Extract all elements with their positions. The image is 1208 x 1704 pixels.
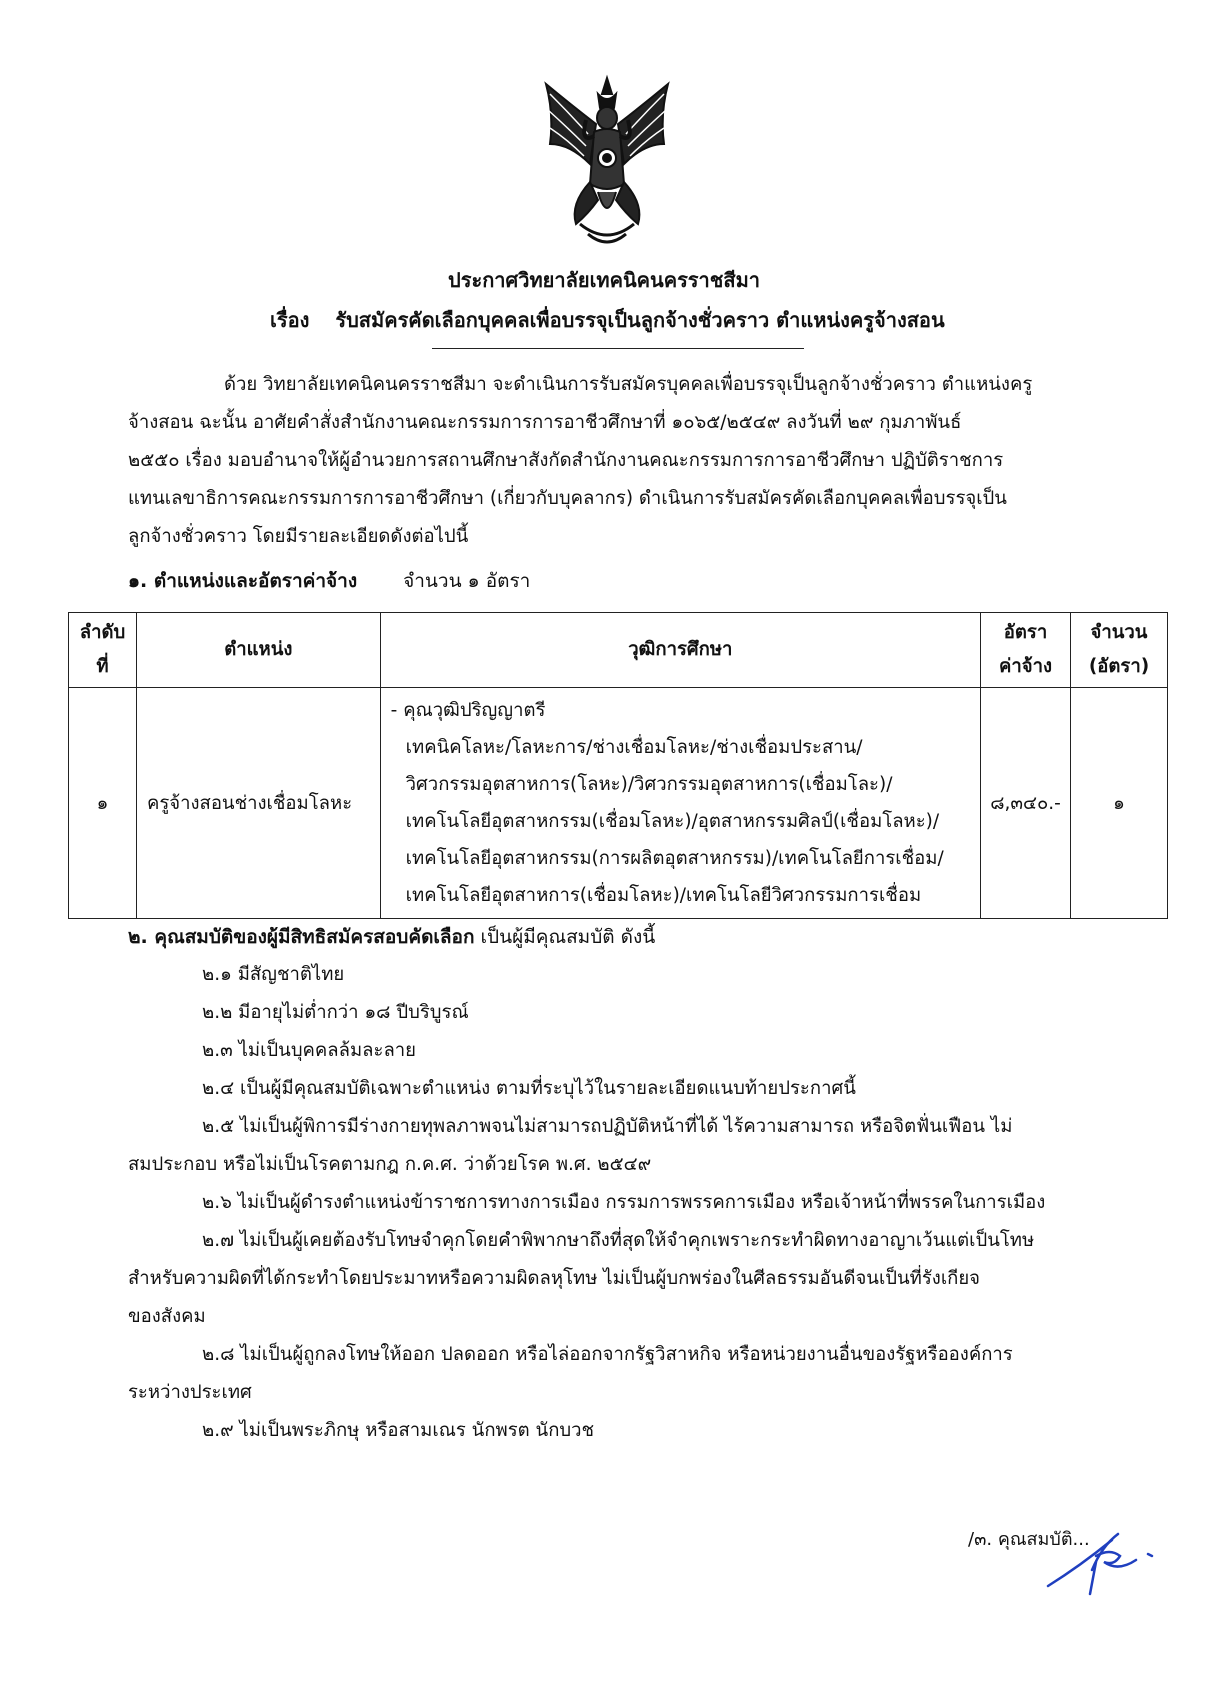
cell-order: ๑ <box>69 688 137 919</box>
qualification-line: - คุณวุฒิปริญญาตรี <box>390 700 546 721</box>
section-1-count: จำนวน ๑ อัตรา <box>403 570 531 592</box>
qualification-line: เทคโนโลยีอุตสาหกรรม(การผลิตอุตสาหกรรม)/เทคโนโลยีการเชื่อม/ <box>405 848 944 869</box>
col-header-count: จำนวน (อัตรา) <box>1071 613 1168 688</box>
cell-wage: ๘,๓๔๐.- <box>981 688 1071 919</box>
qualification-line: เทคโนโลยีอุตสาหการ(เชื่อมโลหะ)/เทคโนโลยีวิศวกรรมการเชื่อม <box>405 885 922 906</box>
qualification-item: ๒.๑ มีสัญชาติไทย <box>202 964 345 985</box>
qualification-item: ๒.๕ ไม่เป็นผู้พิการมีร่างกายทุพลภาพจนไม่สามารถปฏิบัติหน้าที่ได้ ไร้ความสามารถ หรือจิตฟั่นเฟือน ไม่ <box>202 1116 1013 1137</box>
qualification-item: ๒.๓ ไม่เป็นบุคคลล้มละลาย <box>202 1040 417 1061</box>
intro-line-4: แทนเลขาธิการคณะกรรมการการอาชีวศึกษา (เกี่ยวกับบุคลากร) ดำเนินการรับสมัครคัดเลือกบุคคลเพื่อบรรจุเป็น <box>128 488 1007 509</box>
qualification-item: ๒.๔ เป็นผู้มีคุณสมบัติเฉพาะตำแหน่ง ตามที่ระบุไว้ในรายละเอียดแนบท้ายประกาศนี้ <box>202 1078 856 1099</box>
table-row <box>69 688 1168 919</box>
cell-qualification <box>380 688 980 919</box>
subject-text: รับสมัครคัดเลือกบุคคลเพื่อบรรจุเป็นลูกจ้างชั่วคราว ตำแหน่งครูจ้างสอน <box>335 308 945 332</box>
col-header-order: ลำดับ ที่ <box>69 613 137 688</box>
col-header-qualification: วุฒิการศึกษา <box>380 613 980 688</box>
cell-count: ๑ <box>1071 688 1168 919</box>
qualification-item-cont: ระหว่างประเทศ <box>128 1382 252 1403</box>
intro-line-1: ด้วย วิทยาลัยเทคนิคนครราชสีมา จะดำเนินการรับสมัครบุคคลเพื่อบรรจุเป็นลูกจ้างชั่วคราว ตำแหน่งครู <box>224 374 1033 395</box>
page-title: ประกาศวิทยาลัยเทคนิคนครราชสีมา <box>448 268 760 292</box>
section-2-tail: เป็นผู้มีคุณสมบัติ ดังนี้ <box>480 926 656 948</box>
title-divider <box>432 348 804 349</box>
subject-label: เรื่อง <box>270 308 310 332</box>
signature-icon <box>1040 1526 1160 1596</box>
qualification-item: ๒.๘ ไม่เป็นผู้ถูกลงโทษให้ออก ปลดออก หรือไล่ออกจากรัฐวิสาหกิจ หรือหน่วยงานอื่นของรัฐหรือองค์การ <box>202 1344 1013 1365</box>
qualification-line: วิศวกรรมอุตสาหการ(โลหะ)/วิศวกรรมอุตสาหการ(เชื่อมโละ)/ <box>405 774 893 795</box>
cell-position: ครูจ้างสอนช่างเชื่อมโลหะ <box>136 688 380 919</box>
qualification-line: เทคโนโลยีอุตสาหกรรม(เชื่อมโลหะ)/อุตสาหกรรมศิลป์(เชื่อมโลหะ)/ <box>405 811 940 832</box>
section-2-heading <box>128 922 655 952</box>
subject-line <box>270 304 945 336</box>
qualification-line: เทคนิคโลหะ/โลหะการ/ช่างเชื่อมโลหะ/ช่างเชื่อมประสาน/ <box>405 737 863 758</box>
qualification-item: ๒.๒ มีอายุไม่ต่ำกว่า ๑๘ ปีบริบูรณ์ <box>202 1002 469 1023</box>
qualification-item: ๒.๗ ไม่เป็นผู้เคยต้องรับโทษจำคุกโดยคำพิพากษาถึงที่สุดให้จำคุกเพราะกระทำผิดทางอาญาเว้นแต่เป็นโทษ <box>202 1230 1035 1251</box>
col-header-position: ตำแหน่ง <box>136 613 380 688</box>
qualification-item-cont: ของสังคม <box>128 1306 206 1327</box>
qualification-item: ๒.๙ ไม่เป็นพระภิกษุ หรือสามเณร นักพรต นักบวช <box>202 1420 595 1441</box>
intro-line-5: ลูกจ้างชั่วคราว โดยมีรายละเอียดดังต่อไปนี้ <box>128 526 469 547</box>
intro-line-3: ๒๕๕๐ เรื่อง มอบอำนาจให้ผู้อำนวยการสถานศึกษาสังกัดสำนักงานคณะกรรมการการอาชีวศึกษา ปฏิบัติราชการ <box>128 450 1004 471</box>
section-1-title: ๑. ตำแหน่งและอัตราค่าจ้าง <box>128 570 358 592</box>
qualification-item-cont: สมประกอบ หรือไม่เป็นโรคตามกฎ ก.ค.ศ. ว่าด้วยโรค พ.ศ. ๒๕๔๙ <box>128 1154 652 1175</box>
qualification-item: ๒.๖ ไม่เป็นผู้ดำรงตำแหน่งข้าราชการทางการเมือง กรรมการพรรคการเมือง หรือเจ้าหน้าที่พรรคในการเมือง <box>202 1192 1046 1213</box>
table-header-row <box>69 613 1168 688</box>
qualification-item-cont: สำหรับความผิดที่ได้กระทำโดยประมาทหรือความผิดลหุโทษ ไม่เป็นผู้บกพร่องในศีลธรรมอันดีจนเป็นที่รังเกียจ <box>128 1268 981 1289</box>
position-table <box>68 612 1168 919</box>
col-header-wage: อัตรา ค่าจ้าง <box>981 613 1071 688</box>
intro-line-2: จ้างสอน ฉะนั้น อาศัยคำสั่งสำนักงานคณะกรรมการการอาชีวศึกษาที่ ๑๐๖๕/๒๕๔๙ ลงวันที่ ๒๙ กุมภาพันธ์ <box>128 412 962 433</box>
garuda-emblem-icon <box>540 74 674 254</box>
section-2-title: ๒. คุณสมบัติของผู้มีสิทธิสมัครสอบคัดเลือก <box>128 926 475 948</box>
continued-note: /๓. คุณสมบัติ... <box>968 1529 1090 1550</box>
section-1-heading <box>128 566 530 596</box>
